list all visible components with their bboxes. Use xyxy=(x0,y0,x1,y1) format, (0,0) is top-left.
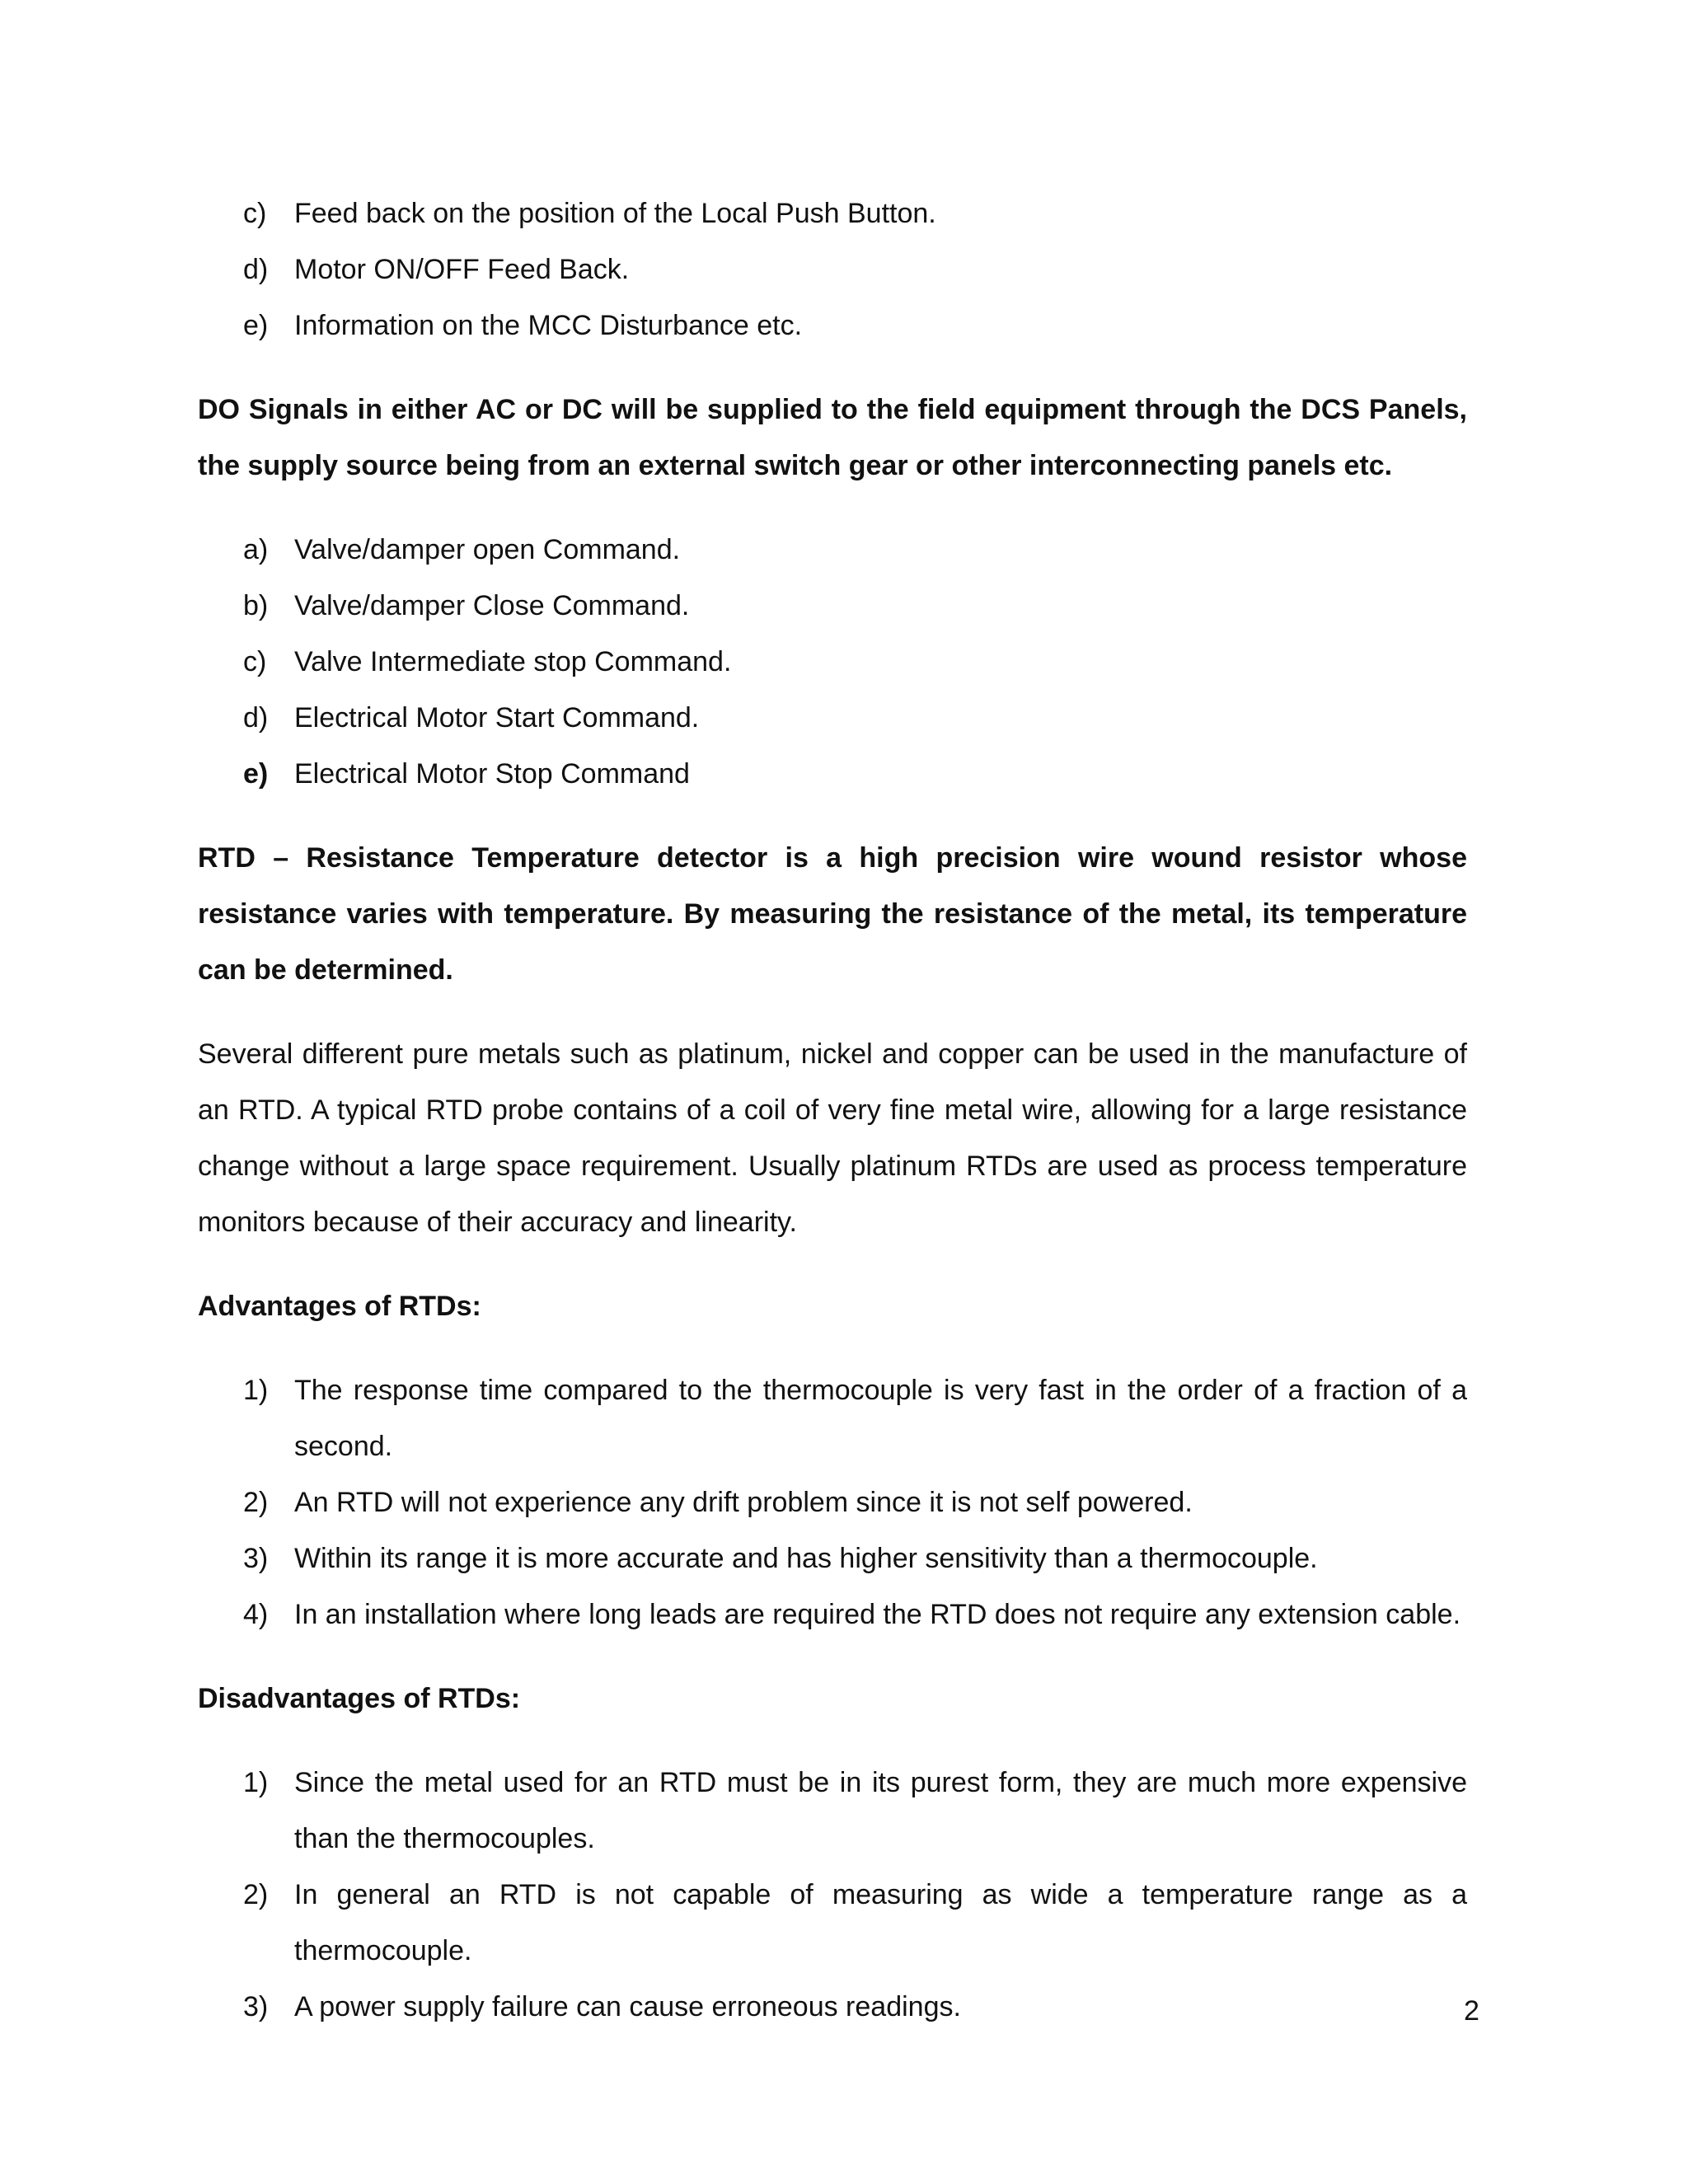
list-marker: e) xyxy=(243,758,269,790)
list-item xyxy=(198,1979,1467,2035)
list-item-text: Valve/damper open Command. xyxy=(294,534,681,565)
rtd-description-paragraph: Several different pure metals such as platinum, nickel and copper can be used in the manufacture of an RTD. A typical RTD probe contains of a coil of very fine metal wire, allowing for a large resistance change without a large space requirement. Usually platinum RTDs are used as process temperature monitors because of their accuracy and linearity. xyxy=(198,1038,1467,1238)
mcc-feedback-list xyxy=(198,185,1467,354)
list-item-text: An RTD will not experience any drift problem since it is not self powered. xyxy=(294,1487,1193,1518)
list-item xyxy=(198,1586,1467,1643)
list-marker: d) xyxy=(243,702,269,733)
list-marker: 2) xyxy=(243,1487,269,1518)
list-marker: d) xyxy=(243,254,269,285)
list-item xyxy=(198,578,1467,634)
list-marker: 2) xyxy=(243,1879,269,1910)
list-marker: e) xyxy=(243,310,269,341)
advantages-heading: Advantages of RTDs: xyxy=(198,1291,481,1322)
list-item xyxy=(198,1755,1467,1867)
list-item-text: Valve/damper Close Command. xyxy=(294,590,690,621)
list-item-text: The response time compared to the thermocouple is very fast in the order of a fraction of a second. xyxy=(294,1375,1467,1462)
list-item xyxy=(198,746,1467,802)
page-number: 2 xyxy=(1464,1995,1479,2027)
list-item-text: Feed back on the position of the Local Push Button. xyxy=(294,198,936,229)
rtd-definition-paragraph: RTD – Resistance Temperature detector is a high precision wire wound resistor whose resistance varies with temperature. By measuring the resistance of the metal, its temperature can be determined. xyxy=(198,842,1467,986)
list-marker: 1) xyxy=(243,1767,269,1798)
list-item xyxy=(198,1362,1467,1474)
list-item xyxy=(198,690,1467,746)
list-item-text: Information on the MCC Disturbance etc. xyxy=(294,310,803,341)
list-item xyxy=(198,298,1467,354)
list-item xyxy=(198,1474,1467,1530)
list-item xyxy=(198,241,1467,298)
disadvantages-list xyxy=(198,1755,1467,2035)
list-marker: c) xyxy=(243,646,267,677)
list-marker: 3) xyxy=(243,1991,269,2022)
list-item-text: A power supply failure can cause erroneous readings. xyxy=(294,1991,961,2022)
do-signals-paragraph: DO Signals in either AC or DC will be supplied to the field equipment through the DCS Panels, the supply source being from an external switch gear or other interconnecting panels etc. xyxy=(198,394,1467,481)
list-item-text: Electrical Motor Start Command. xyxy=(294,702,700,733)
advantages-list xyxy=(198,1362,1467,1643)
list-item xyxy=(198,1867,1467,1979)
list-item-text: In an installation where long leads are required the RTD does not require any extension cable. xyxy=(294,1599,1461,1630)
list-marker: a) xyxy=(243,534,269,565)
list-item-text: Since the metal used for an RTD must be in its purest form, they are much more expensive than the thermocouples. xyxy=(294,1767,1467,1854)
list-item xyxy=(198,185,1467,241)
disadvantages-heading: Disadvantages of RTDs: xyxy=(198,1683,521,1714)
list-item-text: Electrical Motor Stop Command xyxy=(294,758,690,790)
list-marker: 1) xyxy=(243,1375,269,1406)
list-marker: 4) xyxy=(243,1599,269,1630)
list-item-text: Valve Intermediate stop Command. xyxy=(294,646,732,677)
list-item-text: Motor ON/OFF Feed Back. xyxy=(294,254,630,285)
list-item xyxy=(198,1530,1467,1586)
list-item xyxy=(198,634,1467,690)
list-marker: b) xyxy=(243,590,269,621)
page-content xyxy=(198,185,1467,2035)
do-commands-list xyxy=(198,522,1467,802)
list-item xyxy=(198,522,1467,578)
list-item-text: Within its range it is more accurate and has higher sensitivity than a thermocouple. xyxy=(294,1543,1318,1574)
list-item-text: In general an RTD is not capable of measuring as wide a temperature range as a thermocouple. xyxy=(294,1879,1467,1966)
list-marker: 3) xyxy=(243,1543,269,1574)
list-marker: c) xyxy=(243,198,267,229)
